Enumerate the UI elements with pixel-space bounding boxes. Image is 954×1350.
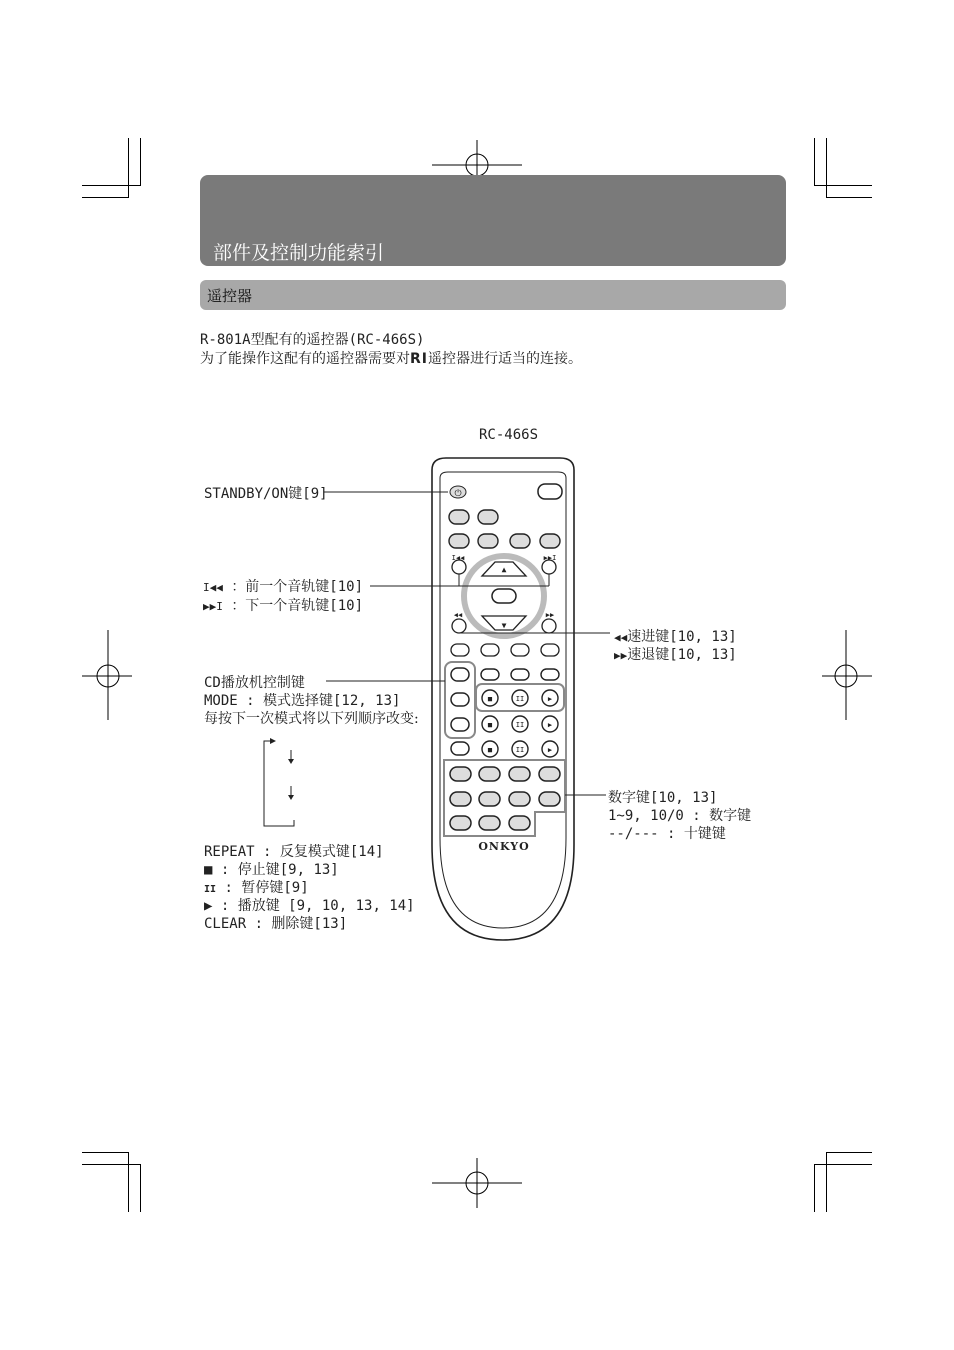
repeat-label: REPEAT : 反复模式键[14] [204,844,384,860]
fast-rewind-button [452,619,466,633]
numeric-desc-1: 1~9, 10/0 : 数字键 [608,808,752,824]
num-9 [450,816,471,830]
prev-track-button [452,560,466,574]
function-button-4 [541,644,559,656]
num-1 [450,767,471,781]
remote-brand: ONKYO [478,840,530,853]
mode-label: MODE : 模式选择键[12, 13] [204,693,401,709]
input-button-6 [540,534,560,548]
num-4 [539,767,560,781]
intro-line-1: R-801A型配有的遥控器(RC-466S) [200,332,425,348]
subsection-title: 遥控器 [207,287,253,305]
prev-track-label: I◀◀ ：前一个音轨键[10] [203,579,364,595]
standby-button [450,486,466,499]
svg-text:II: II [515,721,525,729]
svg-text:▶: ▶ [547,746,553,754]
input-button-1 [449,510,469,524]
svg-text:■: ■ [487,695,493,703]
num-3 [509,767,530,781]
num-2 [479,767,500,781]
svg-text:▼: ▼ [501,621,507,630]
remote-body-outer [432,458,574,940]
source-button [538,484,562,499]
mute-button [492,589,516,603]
cd-top-3 [541,669,559,680]
play-label: ▶ : 播放键 [9, 10, 13, 14] [204,898,415,914]
cd-top-1 [481,669,499,680]
ri-logo: RI [410,351,428,367]
numeric-desc-2: --/--- : 十键键 [608,826,726,842]
svg-text:⏻: ⏻ [454,489,462,499]
numeric-label: 数字键[10, 13] [608,790,718,806]
num-7 [509,792,530,806]
cd-control-label: CD播放机控制键 [204,675,305,691]
num-6 [479,792,500,806]
remote-model-label: RC-466S [479,427,539,443]
fast-fwd-label: ▶▶速退键[10, 13] [614,647,737,663]
fast-forward-icon: ▶▶ [614,649,628,662]
next-track-button [542,560,556,574]
svg-text:■: ■ [487,721,493,729]
svg-text:▶: ▶ [547,721,553,729]
svg-text:II: II [515,695,525,703]
standby-label: STANDBY/ON键[9] [204,486,328,502]
play-icon: ▶ [204,898,213,914]
pause-label: II : 暂停键[9] [204,880,309,896]
pause-icon: II [204,884,217,895]
svg-text:◀◀: ◀◀ [453,611,463,619]
function-button-1 [451,644,469,656]
cd-control-group-frame [445,662,475,738]
num-5 [450,792,471,806]
clear-label: CLEAR : 删除键[13] [204,916,348,932]
cd-extra-button [451,742,469,755]
input-button-3 [449,534,469,548]
num-8 [539,792,560,806]
mode-description: 每按下一次模式将以下列顺序改变: [204,711,419,727]
input-button-2 [478,510,498,524]
page-title: 部件及控制功能索引 [213,242,385,264]
function-button-3 [511,644,529,656]
cd-top-2 [511,669,529,680]
fast-forward-button [542,619,556,633]
function-button-2 [481,644,499,656]
num-tens [509,816,530,830]
num-10 [479,816,500,830]
intro-text-before: 为了能操作这配有的遥控器需要对 [200,351,410,367]
clear-button [451,718,469,731]
stop-icon: ■ [204,862,213,878]
repeat-button [451,693,469,706]
fast-rev-label: ◀◀速进键[10, 13] [614,629,737,645]
svg-text:II: II [515,746,525,754]
fast-rewind-icon: ◀◀ [614,631,628,644]
input-button-4 [478,534,498,548]
next-track-label: ▶▶I ：下一个音轨键[10] [203,598,364,614]
stop-label: ■ : 停止键[9, 13] [204,862,339,878]
prev-track-icon: I◀◀ [203,581,223,594]
mode-button [451,668,469,681]
input-button-5 [510,534,530,548]
next-track-icon: ▶▶I [203,600,223,613]
svg-text:■: ■ [487,746,493,754]
svg-text:▶: ▶ [547,695,553,703]
svg-text:▶▶: ▶▶ [545,611,555,619]
svg-text:▶▶I: ▶▶I [543,554,557,562]
svg-text:I◀◀: I◀◀ [451,554,465,562]
svg-text:▲: ▲ [501,565,507,574]
intro-text-after: 遥控器进行适当的连接。 [428,351,582,367]
